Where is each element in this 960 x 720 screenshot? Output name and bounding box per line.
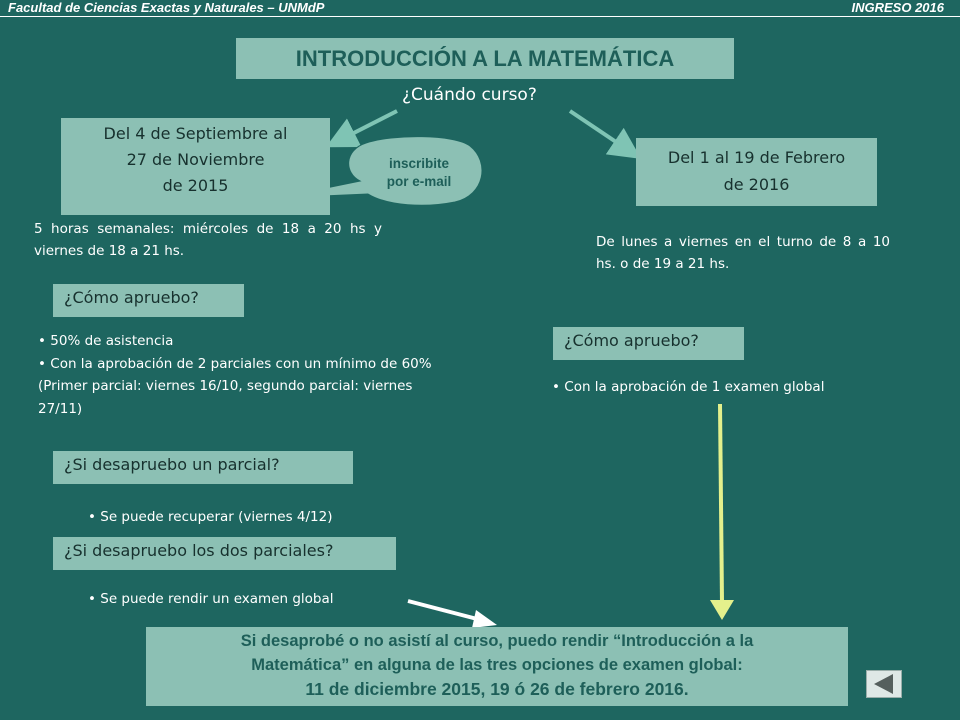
september-line-2: 27 de Noviembre [126,150,265,169]
february-line-1: Del 1 al 19 de Febrero [667,148,846,167]
back-button[interactable] [866,670,902,698]
february-line-2: de 2016 [723,175,790,194]
list-item: • Con la aprobación de 2 parciales con un mínimo de 60% (Primer parcial: viernes 16/10, segundo parcial: viernes 27/11) [38,355,432,417]
september-approve-question: ¿Cómo apruebo? [53,284,244,317]
september-line-1: Del 4 de Septiembre al [103,124,288,143]
fail-one-answer: • Se puede recuperar (viernes 4/12) [88,509,333,525]
list-item-text: Con la aprobación de 2 parciales con un mínimo de 60% (Primer parcial: viernes 16/10, segundo parcial: viernes 27/11) [38,355,432,417]
list-item-text: Con la aprobación de 1 examen global [564,379,825,395]
list-item-text: Se puede recuperar (viernes 4/12) [100,509,333,525]
callout-line-1: inscribite [388,156,450,171]
header-right: INGRESO 2016 [851,0,944,15]
note-line-2: Matemática” en alguna de las tres opciones de examen global: [251,656,743,674]
callout-line-2: por e-mail [386,174,452,189]
list-item: • 50% de asistencia [38,333,174,349]
option-february-box [636,138,877,206]
when-question: ¿Cuándo curso? [402,85,537,105]
list-item-text: 50% de asistencia [50,333,174,349]
arrow-to-february [570,111,628,150]
note-line-1: Si desaprobé o no asistí al curso, puedo rendir “Introducción a la [240,632,754,650]
fail-one-question: ¿Si desapruebo un parcial? [53,451,353,484]
fail-both-question: ¿Si desapruebo los dos parciales? [53,537,396,570]
february-schedule: De lunes a viernes en el turno de 8 a 10 hs. o de 19 a 21 hs. [596,234,890,272]
global-exam-note [146,627,848,706]
fail-both-answer: • Se puede rendir un examen global [88,591,334,607]
email-callout [369,155,469,191]
option-september-box [61,118,330,215]
september-schedule: 5 horas semanales: miércoles de 18 a 20 hs y viernes de 18 a 21 hs. [34,221,382,259]
note-line-3: 11 de diciembre 2015, 19 ó 26 de febrero 2016. [305,679,689,699]
september-line-3: de 2015 [162,176,229,195]
arrow-sep-to-global [408,601,497,628]
february-approve-list [552,376,912,398]
page-title: INTRODUCCIÓN A LA MATEMÁTICA [236,38,734,79]
triangle-left-icon [867,671,901,697]
arrow-feb-to-global [710,404,734,620]
list-item: • Con la aprobación de 1 examen global [552,379,825,395]
list-item-text: Se puede rendir un examen global [100,591,334,607]
header-left: Facultad de Ciencias Exactas y Naturales – UNMdP [8,0,325,15]
september-approve-list [38,330,458,420]
arrow-to-september [340,111,397,140]
february-approve-question: ¿Cómo apruebo? [553,327,744,360]
